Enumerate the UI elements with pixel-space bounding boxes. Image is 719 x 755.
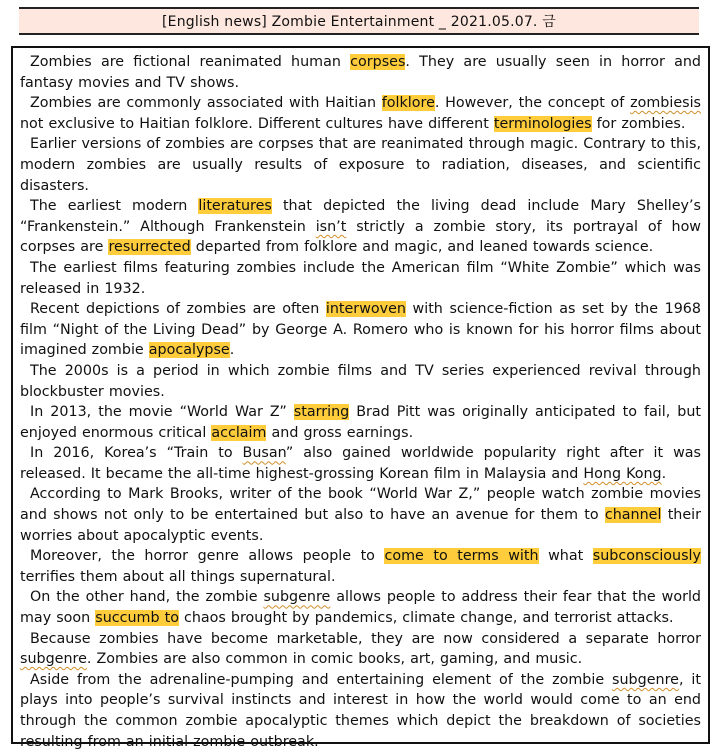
- paragraph-text: Because zombies have become marketable, they are now considered a separate horror: [30, 630, 701, 647]
- paragraph-text: , it plays into people’s survival instincts and interest in how the world would come to an end through the common zombie apocalyptic themes which depict the breakdown of societies resulting from an initial zombie outbreak.: [20, 671, 701, 750]
- highlighted-term: resurrected: [108, 239, 191, 256]
- article-paragraph: [20, 587, 701, 628]
- article-paragraph: [20, 93, 701, 134]
- paragraph-text: strictly a zombie story, its portrayal of how corpses are: [20, 218, 702, 256]
- highlighted-term: folklore: [381, 95, 435, 112]
- paragraph-text: On the other hand, the zombie: [30, 589, 264, 606]
- article-paragraph: [20, 484, 701, 546]
- article-paragraph: [20, 134, 701, 196]
- highlighted-term: acclaim: [211, 424, 267, 441]
- highlighted-term: subconsciously: [592, 548, 701, 565]
- spellcheck-flagged-word: isn’t: [315, 218, 347, 235]
- document-title: [English news] Zombie Entertainment _ 2021.05.07. 금: [162, 14, 556, 30]
- article-body: [11, 46, 710, 750]
- paragraph-text: Zombies are commonly associated with Haitian: [30, 95, 382, 112]
- paragraph-text: Earlier versions of zombies are corpses that are reanimated through magic. Contrary to this, modern zombies are usually results of exposure to radiation, diseases, and scientific disasters.: [20, 136, 701, 194]
- highlighted-term: apocalypse: [148, 342, 230, 359]
- paragraph-text: terrifies them about all things supernatural.: [20, 568, 336, 585]
- article-paragraph: [20, 670, 701, 752]
- paragraph-text: Recent depictions of zombies are often: [30, 301, 326, 318]
- article-paragraph: [20, 258, 701, 299]
- article-paragraph: [20, 299, 701, 361]
- paragraph-text: with science-fiction as set by the 1968 film “Night of the Living Dead” by George A. Romero who is known for his horror films about imagined zombie: [20, 301, 701, 359]
- highlighted-term: terminologies: [493, 115, 592, 132]
- spellcheck-flagged-word: subgenre: [612, 671, 679, 688]
- article-paragraph: [20, 443, 701, 484]
- paragraph-text: ” also gained worldwide popularity right after it was released. It became the all-time highest-grossing Korean film in Malaysia and: [20, 445, 701, 482]
- document-title-bar: [19, 7, 699, 35]
- paragraph-text: In 2013, the movie “World War Z”: [30, 404, 294, 421]
- paragraph-text: Moreover, the horror genre allows people to: [30, 548, 385, 565]
- paragraph-text: .: [661, 465, 667, 482]
- highlighted-term: corpses: [350, 54, 406, 70]
- highlighted-term: succumb to: [95, 610, 179, 627]
- paragraph-text: their worries about apocalyptic events.: [20, 507, 702, 544]
- spellcheck-flagged-word: subgenre: [263, 589, 331, 606]
- paragraph-text: According to Mark Brooks, writer of the book “World War Z,” people watch zombie movies and shows not only to be entertained but also to have an avenue for them to: [20, 486, 701, 524]
- article-paragraph: [20, 196, 701, 258]
- paragraph-text: and gross earnings.: [266, 424, 414, 441]
- paragraph-text: In 2016, Korea’s “Train to: [30, 445, 243, 462]
- spellcheck-flagged-word: subgenre: [20, 651, 87, 668]
- article-paragraph: [20, 361, 701, 402]
- spellcheck-flagged-word: zombiesis: [630, 95, 701, 112]
- spellcheck-flagged-word: Busan: [242, 445, 286, 462]
- paragraph-text: what: [538, 548, 593, 565]
- paragraph-text: . They are usually seen in horror and fantasy movies and TV shows.: [20, 54, 702, 91]
- paragraph-text: Aside from the adrenaline-pumping and entertaining element of the zombie: [30, 671, 613, 688]
- article-paragraph: [20, 629, 701, 670]
- highlighted-term: literatures: [198, 198, 272, 215]
- paragraph-text: not exclusive to Haitian folklore. Different cultures have different: [20, 115, 494, 132]
- paragraph-text: . However, the concept of: [434, 95, 631, 112]
- paragraph-text: The 2000s is a period in which zombie films and TV series experienced revival through blockbuster movies.: [20, 362, 701, 400]
- paragraph-text: .: [229, 342, 235, 359]
- paragraph-text: that depicted the living dead include Mary Shelley’s “Frankenstein.” Although Frankenstein: [20, 198, 701, 235]
- paragraph-text: chaos brought by pandemics, climate change, and terrorist attacks.: [178, 610, 674, 627]
- paragraph-text: . Zombies are also common in comic books, art, gaming, and music.: [86, 651, 583, 668]
- paragraph-text: The earliest modern: [30, 198, 199, 215]
- paragraph-text: departed from folklore and magic, and leaned towards science.: [190, 239, 654, 256]
- paragraph-text: Zombies are fictional reanimated human: [30, 54, 351, 70]
- paragraph-text: allows people to address their fear that the world may soon: [20, 589, 701, 627]
- highlighted-term: come to terms with: [384, 548, 539, 565]
- paragraph-text: The earliest films featuring zombies include the American film “White Zombie” which was released in 1932.: [20, 259, 701, 297]
- article-paragraph: [20, 52, 701, 93]
- article-paragraph: [20, 402, 701, 443]
- article-paragraph: [20, 546, 701, 587]
- spellcheck-flagged-word: Hong Kong: [583, 465, 662, 482]
- paragraph-text: Brad Pitt was originally anticipated to fail, but enjoyed enormous critical: [20, 404, 701, 441]
- highlighted-term: starring: [293, 404, 350, 421]
- paragraph-text: for zombies.: [591, 115, 686, 132]
- highlighted-term: interwoven: [325, 301, 406, 318]
- highlighted-term: channel: [604, 507, 662, 524]
